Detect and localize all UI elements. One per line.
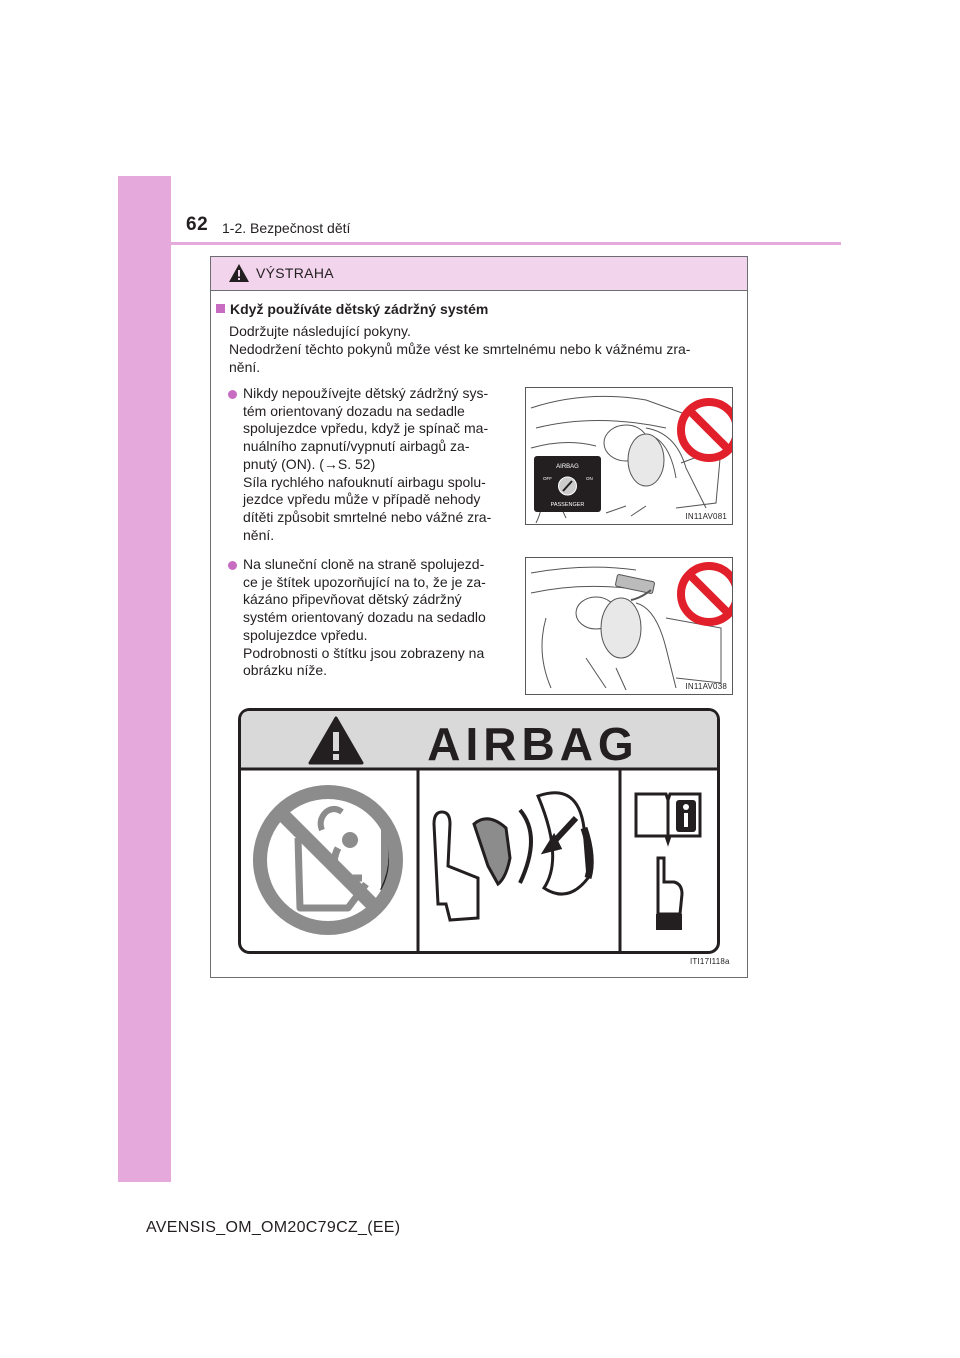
warning-header xyxy=(211,257,747,291)
sun-visor-illustration xyxy=(526,558,732,694)
page-number: 62 xyxy=(186,214,209,235)
airbag-label-graphic xyxy=(238,708,720,954)
warning-triangle-icon xyxy=(228,263,250,283)
warning-subheading: Když používáte dětský zádržný systém xyxy=(216,301,488,317)
bullet-text: Na sluneční cloně na straně spolujezd- ce je štítek upozorňující na to, že je za- kázáno připevňovat dětský zádržný systém orientovaný dozadu na sedadlo spolujezdce vpředu. Podrobnosti o štítku jsou zobrazeny na obrázku níže. xyxy=(243,556,486,679)
section-title: 1-2. Bezpečnost dětí xyxy=(222,220,351,236)
bullet-text: Nikdy nepoužívejte dětský zádržný sys- tém orientovaný dozadu na sedadle spolujezdce vpředu, když je spínač ma- nuálního zapnutí/vypnutí airbagů za- pnutý (ON). (→S. 52) Síla rychlého nafouknutí airbagu spolu- jezdce vpředu může v případě nehody dítěti způsobit smrtelné nebo vážné zra- nění. xyxy=(243,385,492,543)
switch-label: AIRBAG xyxy=(556,464,579,470)
figure-code: ITI17I118a xyxy=(690,957,730,966)
figure-code: IN11AV081 xyxy=(685,512,727,521)
side-color-band xyxy=(118,176,171,1182)
intro-line: Dodržujte následující pokyny. xyxy=(229,323,411,339)
bullet-dot-icon xyxy=(228,390,237,399)
switch-passenger-label: PASSENGER xyxy=(550,502,585,508)
bullet-dot-icon xyxy=(228,561,237,570)
airbag-warning-label xyxy=(238,708,720,954)
label-title: AIRBAG xyxy=(427,718,639,770)
intro-line: Nedodržení těchto pokynů může vést ke smrtelnému nebo k vážnému zra- xyxy=(229,341,691,357)
square-bullet-icon xyxy=(216,304,225,313)
header-rule xyxy=(171,242,841,245)
warning-title: VÝSTRAHA xyxy=(256,265,334,281)
switch-on-label: ON xyxy=(586,476,593,481)
switch-off-label: OFF xyxy=(543,476,552,481)
dashboard-illustration xyxy=(526,388,732,524)
figure-sun-visor xyxy=(525,557,733,695)
figure-code: IN11AV038 xyxy=(685,682,727,691)
document-footer: AVENSIS_OM_OM20C79CZ_(EE) xyxy=(146,1219,401,1236)
intro-line: nění. xyxy=(229,359,261,375)
figure-airbag-switch xyxy=(525,387,733,525)
